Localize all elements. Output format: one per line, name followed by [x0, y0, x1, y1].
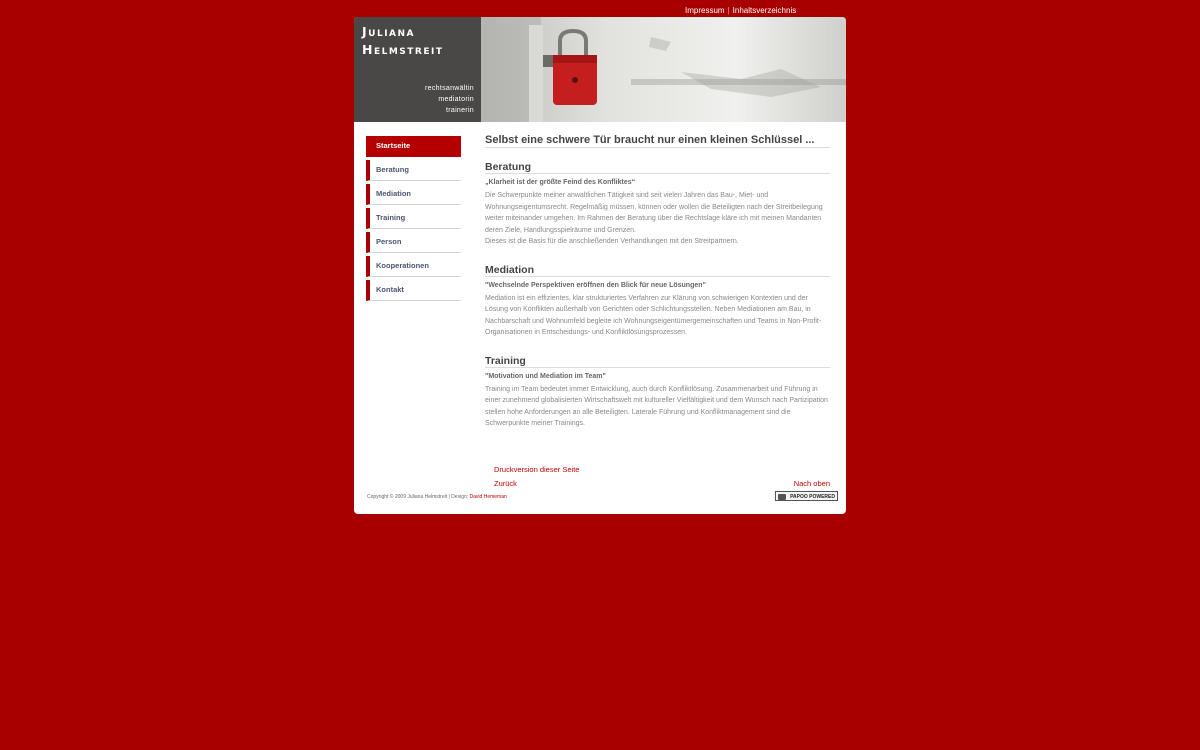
nav-item-startseite[interactable]: Startseite [366, 136, 461, 157]
page-container [354, 17, 846, 514]
header-photo-padlock [481, 17, 846, 122]
section-heading: Beratung [485, 161, 830, 174]
section-quote: "Motivation und Mediation im Team" [485, 372, 606, 380]
back-to-top-link[interactable]: Nach oben [793, 479, 830, 488]
section-heading: Mediation [485, 264, 830, 277]
papoo-logo-icon [778, 494, 786, 500]
nav-item-training[interactable]: Training [366, 208, 461, 229]
section-text: Training im Team bedeutet immer Entwicklung, auch durch Konfliktlösung. Zusammenarbeit und Führung in einer zunehmend globalisierten Wirtschaftswelt mit kultureller Vielfältigkeit und dem Wunsch nach Partizipation stellen hohe Anforderungen an alle Beteiligten. Laterale Führung und Konfliktmanagement sind die Schwerpunkte meiner Trainings. [485, 385, 828, 427]
powered-label: PAPOO POWERED [790, 494, 835, 500]
section-text: Die Schwerpunkte meiner anwaltlichen Tätigkeit sind seit vielen Jahren das Bau-, Miet- und Wohnungseigentumsrecht. Regelmäßig müssen, können oder wollen die Beteiligten nach der Streitbeilegung weiter miteinander umgehen. Im Rahmen der Beratung über die Rechtslage kläre ich mit meinen Mandanten deren Ziele, Handlungsspielräume und Grenzen. [485, 192, 823, 234]
sitemap-link[interactable]: Inhaltsverzeichnis [732, 6, 797, 15]
header [354, 17, 846, 122]
padlock-door-image [481, 17, 846, 122]
nav-item-person[interactable]: Person [366, 232, 461, 253]
nav-item-beratung[interactable]: Beratung [366, 160, 461, 181]
section-quote: "Wechselnde Perspektiven eröffnen den Blick für neue Lösungen" [485, 281, 706, 289]
section-heading: Training [485, 355, 830, 368]
print-version-link[interactable]: Druckversion dieser Seite [494, 465, 580, 474]
role-mediator: mediatorin [438, 96, 474, 103]
section-quote: „Klarheit ist der größte Feind des Konfliktes“ [485, 179, 636, 186]
toplinks-separator: | [727, 6, 730, 15]
section-beratung [485, 161, 830, 248]
page-title: Selbst eine schwere Tür braucht nur einen kleinen Schlüssel ... [485, 134, 830, 148]
logo-first-name: Juliana [362, 24, 416, 39]
section-text-2: Dieses ist die Basis für die anschließenden Verhandlungen mit den Streitpartnern. [485, 238, 739, 245]
role-lawyer: rechtsanwältin [425, 85, 474, 92]
top-links [685, 6, 796, 15]
nav-item-kooperationen[interactable]: Kooperationen [366, 256, 461, 277]
nav-item-mediation[interactable]: Mediation [366, 184, 461, 205]
impressum-link[interactable]: Impressum [685, 6, 725, 15]
copyright-text: Copyright © 2009 Juliana Helmstreit | Design: [367, 494, 469, 500]
papoo-powered-badge[interactable] [775, 491, 838, 501]
logo[interactable] [354, 17, 481, 122]
sidebar-nav [366, 136, 461, 304]
role-trainer: trainerin [446, 107, 474, 114]
designer-link[interactable]: David Hememan [469, 494, 507, 500]
back-link[interactable]: Zurück [494, 479, 517, 488]
copyright [367, 494, 507, 500]
main-content [485, 134, 830, 446]
nav-item-kontakt[interactable]: Kontakt [366, 280, 461, 301]
logo-last-name: Helmstreit [362, 42, 444, 57]
logo-roles [425, 83, 474, 116]
section-training [485, 355, 830, 430]
section-mediation [485, 264, 830, 339]
section-text: Mediation ist ein effizientes, klar strukturiertes Verfahren zur Klärung von schwierigen Kontexten und der Lösung von Konflikten außerhalb von Gerichten oder Schlichtungsstellen. Neben Mediationen am Bau, in Nachbarschaft und Wohnumfeld begleite ich Wohnungseigentümergemeinschaften und Teams in Non-Profit-Organisationen in Entscheidungs- und Konfliktlösungsprozessen. [485, 294, 822, 336]
logo-name [362, 23, 444, 59]
